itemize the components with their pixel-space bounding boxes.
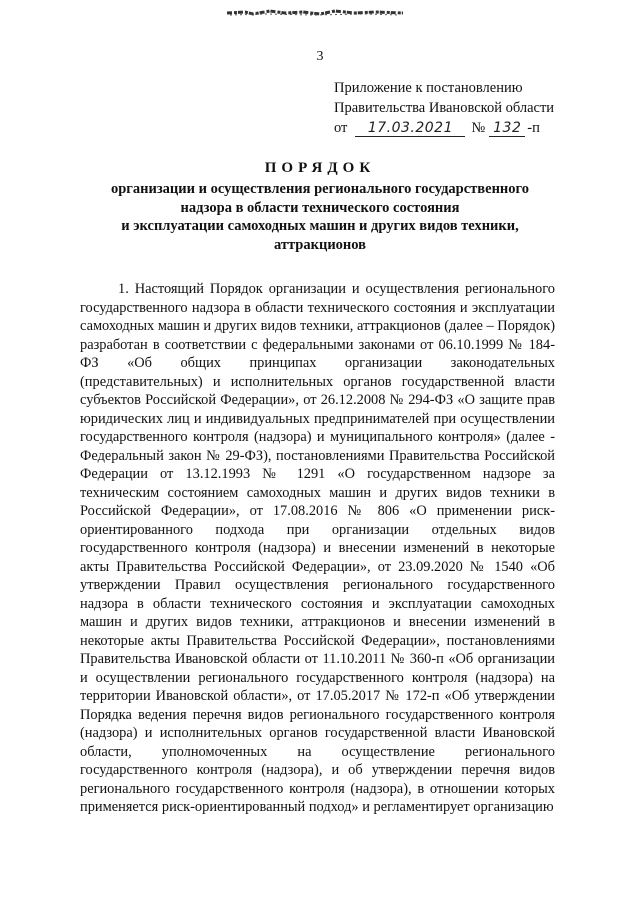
number-suffix: -п: [527, 120, 540, 136]
subtitle-line-4: аттракционов: [274, 236, 366, 253]
appendix-from-label: от: [334, 120, 348, 136]
subtitle-line-3: и эксплуатации самоходных машин и других видов техники,: [121, 218, 519, 234]
number-sign: №: [471, 120, 486, 136]
appendix-line-1: Приложение к постановлению: [334, 80, 523, 96]
scan-artifact-mark: [225, 8, 405, 17]
appendix-line-2: Правительства Ивановской области: [334, 100, 555, 116]
handwritten-number: 132: [489, 120, 525, 137]
appendix-block: [334, 78, 594, 138]
page-number: 3: [316, 49, 324, 64]
appendix-date-line: [334, 118, 594, 138]
document-subtitle: [90, 180, 550, 254]
subtitle-line-1: организации и осуществления регионального государственного: [110, 181, 530, 197]
paragraph-1: 1. Настоящий Порядок организации и осуществления регионального государственного надзора в области технического состояния и эксплуатации самоходных машин и других видов техники, аттракционов (далее – Порядок) разработан в соответствии с федеральными законами от 06.10.1999 № 184-ФЗ «Об общих принципах организации законодательных (представительных) и исполнительных органов государственной власти субъектов Российской Федерации», от 26.12.2008 № 294-ФЗ «О защите прав юридических лиц и индивидуальных предпринимателей при осуществлении государственного контроля (надзора) и муниципального контроля» (далее - Федеральный закон № 29-ФЗ), постановлениями Правительства Российской Федерации от 13.12.1993 № 1291 «О государственном надзоре за техническим состоянием самоходных машин и других видов техники в Российской Федерации», от 17.08.2016 № 806 «О применении риск-ориентированного подхода при организации отдельных видов государственного контроля (надзора) и внесении изменений в некоторые акты Правительства Российской Федерации», от 23.09.2020 № 1540 «Об утверждении Правил осуществления регионального государственного надзора в области технического состояния и эксплуатации самоходных машин и других видов техники, аттракционов и внесении изменений в некоторые акты Правительства Российской Федерации», постановлениями Правительства Ивановской области от 11.10.2011 № 360-п «Об организации и осуществлении регионального государственного контроля (надзора) на территории Ивановской области», от 17.05.2017 № 172-п «Об утверждении Порядка ведения перечня видов регионального государственного контроля (надзора) и исполнительных органов государственной власти Ивановской области, уполномоченных на осуществление регионального государственного контроля (надзора), и об утверждении перечня видов регионального государственного контроля (надзора), в отношении которых применяется риск-ориентированный подход» и регламентирует организацию: [80, 281, 555, 815]
document-title: ПОРЯДОК: [264, 160, 376, 176]
handwritten-date: 17.03.2021: [355, 120, 465, 137]
subtitle-line-2: надзора в области технического состояния: [180, 199, 460, 216]
